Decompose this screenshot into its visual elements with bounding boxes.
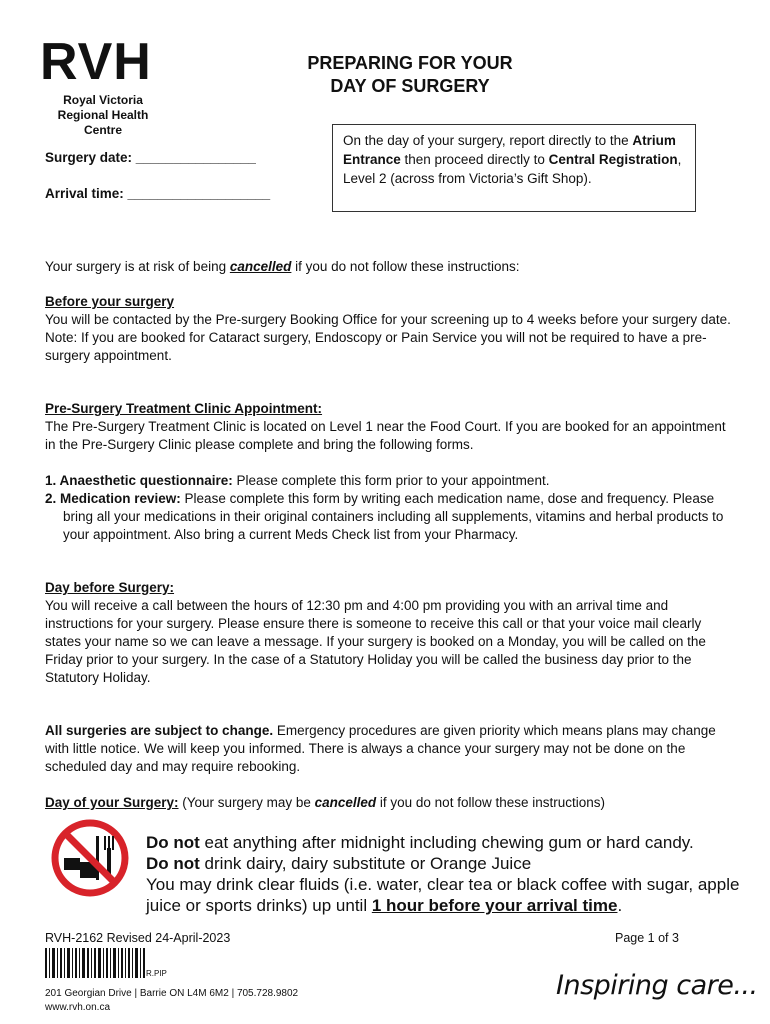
fork-prong (104, 836, 106, 850)
clinic-p1: The Pre-Surgery Treatment Clinic is located on Level 1 near the Food Court. If you are booked for an appointment in the Pre-Surgery Clinic please complete and bring the following forms. (45, 419, 726, 452)
logo-line-2: Regional Health Centre (57, 108, 149, 137)
day-before-section (45, 579, 735, 687)
before-surgery-note: Note: If you are booked for Cataract surgery, Endoscopy or Pain Service you will not be required to have a pre-surgery appointment. (45, 330, 707, 363)
day-of-cancelled: cancelled (314, 795, 377, 810)
risk-cancelled: cancelled (229, 259, 292, 274)
rule-text: You may drink clear fluids (i.e. water, clear tea or black coffee with sugar, apple juice or sports drinks) up until (146, 875, 740, 915)
surgery-date-field: Surgery date: ________________ (45, 150, 256, 165)
before-surgery-heading: Before your surgery (45, 294, 175, 309)
address-block (45, 987, 298, 1015)
barcode-label: R.PIP (146, 969, 167, 978)
day-of-heading: Day of your Surgery: (45, 795, 179, 810)
form-id: RVH-2162 Revised 24-April-2023 (45, 931, 231, 945)
logo-subtitle (42, 93, 164, 138)
change-bold: All surgeries are subject to change. (45, 723, 274, 738)
logo-line-1: Royal Victoria (63, 93, 143, 107)
risk-statement (45, 258, 735, 276)
before-surgery-p1: You will be contacted by the Pre-surgery Booking Office for your screening up to 4 weeks before your surgery date. (45, 312, 731, 327)
item2-text: Please complete this form by writing each medication name, dose and frequency. Please bring all your medications in their original containers including all supplements, vitamins and herbal products to your appointment. Also bring a current Meds Check list from your Pharmacy. (63, 491, 724, 542)
day-of-text: if you do not follow these instructions) (376, 795, 606, 810)
item1-text: Please complete this form prior to your appointment. (232, 473, 550, 488)
change-text: Emergency procedures are given priority which means plans may change with little notice. We will keep you informed. There is always a chance your surgery may not be done on the scheduled day and may require rebooking. (45, 723, 716, 774)
title-line-1: PREPARING FOR YOUR (307, 53, 513, 73)
rule-do-not: Do not (146, 833, 200, 852)
rule-one-hour: 1 hour before your arrival time (371, 896, 618, 915)
clinic-item-2 (45, 490, 735, 544)
atrium-notice-box (332, 124, 696, 212)
title-line-2: DAY OF SURGERY (330, 76, 490, 96)
rule-text: eat anything after midnight including chewing gum or hard candy. (199, 833, 694, 852)
item1-label: 1. Anaesthetic questionnaire: (45, 473, 233, 488)
day-before-heading: Day before Surgery: (45, 580, 175, 595)
tagline: Inspiring care... (556, 970, 758, 1001)
rvh-logo: RVH (40, 33, 152, 91)
before-surgery-section (45, 293, 735, 365)
notice-registration: Central Registration (548, 152, 678, 167)
notice-text: , Level 2 (across from Victoria’s Gift Shop). (343, 152, 682, 186)
rule-no-dairy (146, 853, 746, 874)
notice-text: On the day of your surgery, report directly to the (343, 133, 629, 148)
clinic-heading: Pre-Surgery Treatment Clinic Appointment: (45, 401, 323, 416)
page-number: Page 1 of 3 (615, 931, 679, 945)
rule-no-eat (146, 832, 746, 853)
rule-do-not: Do not (146, 854, 200, 873)
no-food-drink-icon (50, 818, 130, 898)
item2-label: 2. Medication review: (45, 491, 181, 506)
clinic-item-1 (45, 472, 735, 490)
address-line: 201 Georgian Drive | Barrie ON L4M 6M2 | 705.728.9802 (45, 988, 299, 999)
day-of-text: (Your surgery may be (178, 795, 315, 810)
rule-text: drink dairy, dairy substitute or Orange Juice (199, 854, 532, 873)
web-address: www.rvh.on.ca (45, 1002, 111, 1013)
risk-text: if you do not follow these instructions: (291, 259, 520, 274)
arrival-time-field: Arrival time: ___________________ (45, 186, 271, 201)
fork-prong (112, 836, 114, 850)
change-section (45, 722, 735, 776)
notice-atrium: Atrium Entrance (343, 133, 676, 167)
notice-text: then proceed directly to (400, 152, 549, 167)
day-of-section (45, 794, 735, 812)
cup-shape (64, 858, 80, 870)
fork-prong (108, 836, 110, 850)
rule-clear-fluids (146, 874, 746, 916)
day-of-rules (146, 832, 746, 916)
risk-text: Your surgery is at risk of being (45, 259, 230, 274)
barcode-graphic (45, 948, 145, 978)
knife-shape (96, 836, 99, 880)
rule-text: . (617, 896, 623, 915)
page-title (260, 52, 560, 98)
day-before-p1: You will receive a call between the hours of 12:30 pm and 4:00 pm providing you with an arrival time and instructions for your surgery. Please ensure there is someone to receive this call or that your voice mail clearly states your name so we can leave a message. If your surgery is booked on a Monday, you will be called on the Friday prior to your surgery. In the case of a Statutory Holiday you will be called the business day prior to the Statutory Holiday. (45, 598, 706, 685)
clinic-section (45, 400, 735, 544)
